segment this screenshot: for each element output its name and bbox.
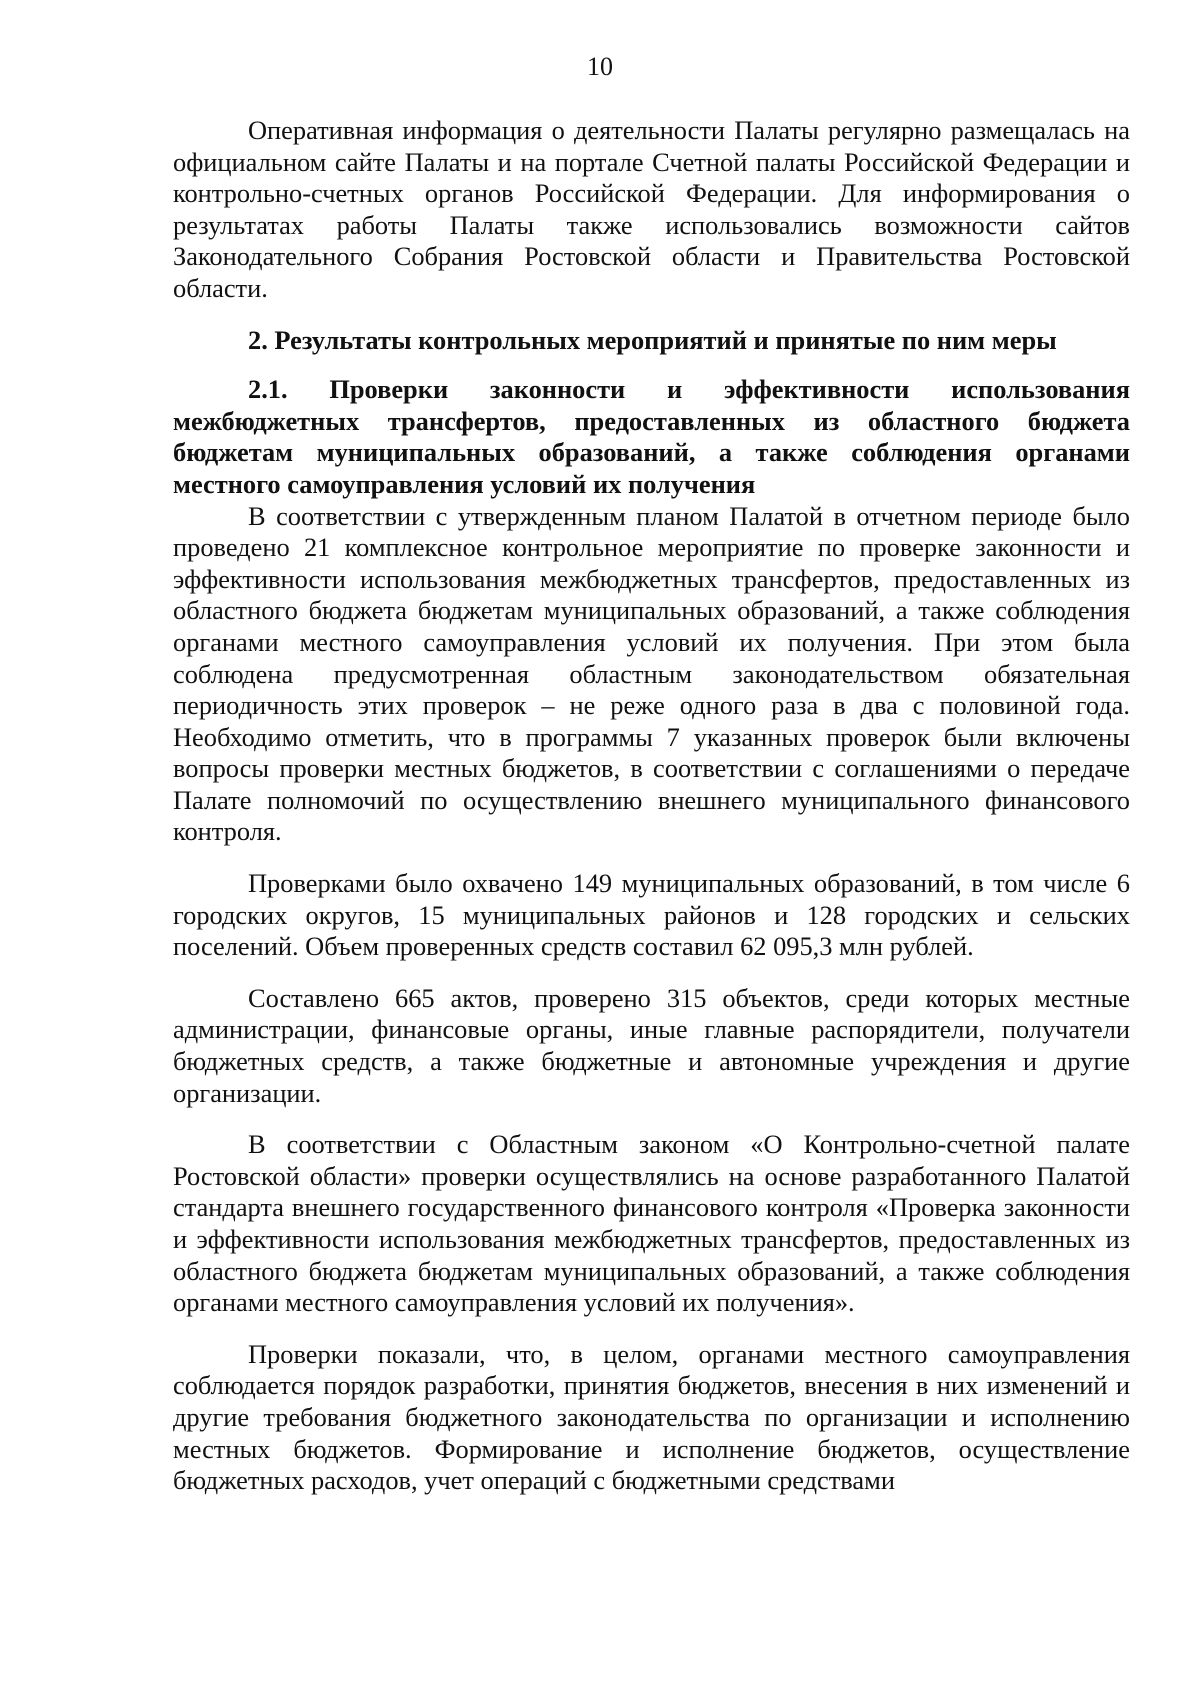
paragraph-audits-conducted: В соответствии с утвержденным планом Палатой в отчетном периоде было проведено 21 комплексное контрольное мероприятие по проверке законности и эффективности использования межбюджетных трансфертов, предоставленных из областного бюджета бюджетам муниципальных образований, а также соблюдения органами местного самоуправления условий их получения. При этом была соблюдена предусмотренная областным законодательством обязательная периодичность этих проверок – не реже одного раза в два с половиной года. Необходимо отметить, что в программы 7 указанных проверок были включены вопросы проверки местных бюджетов, в соответствии с соглашениями о передаче Палате полномочий по осуществлению внешнего муниципального финансового контроля. bbox=[173, 500, 1130, 847]
document-body bbox=[173, 115, 1130, 1497]
section-heading: 2. Результаты контрольных мероприятий и принятые по ним меры bbox=[248, 324, 1057, 355]
paragraph-acts-objects: Составлено 665 актов, проверено 315 объектов, среди которых местные администрации, финансовые органы, иные главные распорядители, получатели бюджетных средств, а также бюджетные и автономные учреждения и другие организации. bbox=[173, 982, 1130, 1108]
page-number: 10 bbox=[587, 52, 613, 81]
subsection-heading: 2.1. Проверки законности и эффективности использования межбюджетных трансфертов, предоставленных из областного бюджета бюджетам муниципальных образований, а также соблюдения органами местного самоуправления условий их получения bbox=[173, 374, 1130, 499]
paragraph-audit-coverage: Проверками было охвачено 149 муниципальных образований, в том числе 6 городских округов, 15 муниципальных районов и 128 городских и сельских поселений. Объем проверенных средств составил 62 095,3 млн рублей. bbox=[173, 868, 1130, 962]
paragraph-audit-findings: Проверки показали, что, в целом, органами местного самоуправления соблюдается порядок разработки, принятия бюджетов, внесения в них изменений и другие требования бюджетного законодательства по организации и исполнению местных бюджетов. Формирование и исполнение бюджетов, осуществление бюджетных расходов, учет операций с бюджетными средствами bbox=[173, 1338, 1130, 1496]
paragraph-audit-standard: В соответствии с Областным законом «О Контрольно-счетной палате Ростовской области» проверки осуществлялись на основе разработанного Палатой стандарта внешнего государственного финансового контроля «Проверка законности и эффективности использования межбюджетных трансфертов, предоставленных из областного бюджета бюджетам муниципальных образований, а также соблюдения органами местного самоуправления условий их получения». bbox=[173, 1129, 1130, 1318]
paragraph-info-publication: Оперативная информация о деятельности Палаты регулярно размещалась на официальном сайте Палаты и на портале Счетной палаты Российской Федерации и контрольно-счетных органов Российской Федерации. Для информирования о результатах работы Палаты также использовались возможности сайтов Законодательного Собрания Ростовской области и Правительства Ростовской области. bbox=[173, 115, 1130, 303]
